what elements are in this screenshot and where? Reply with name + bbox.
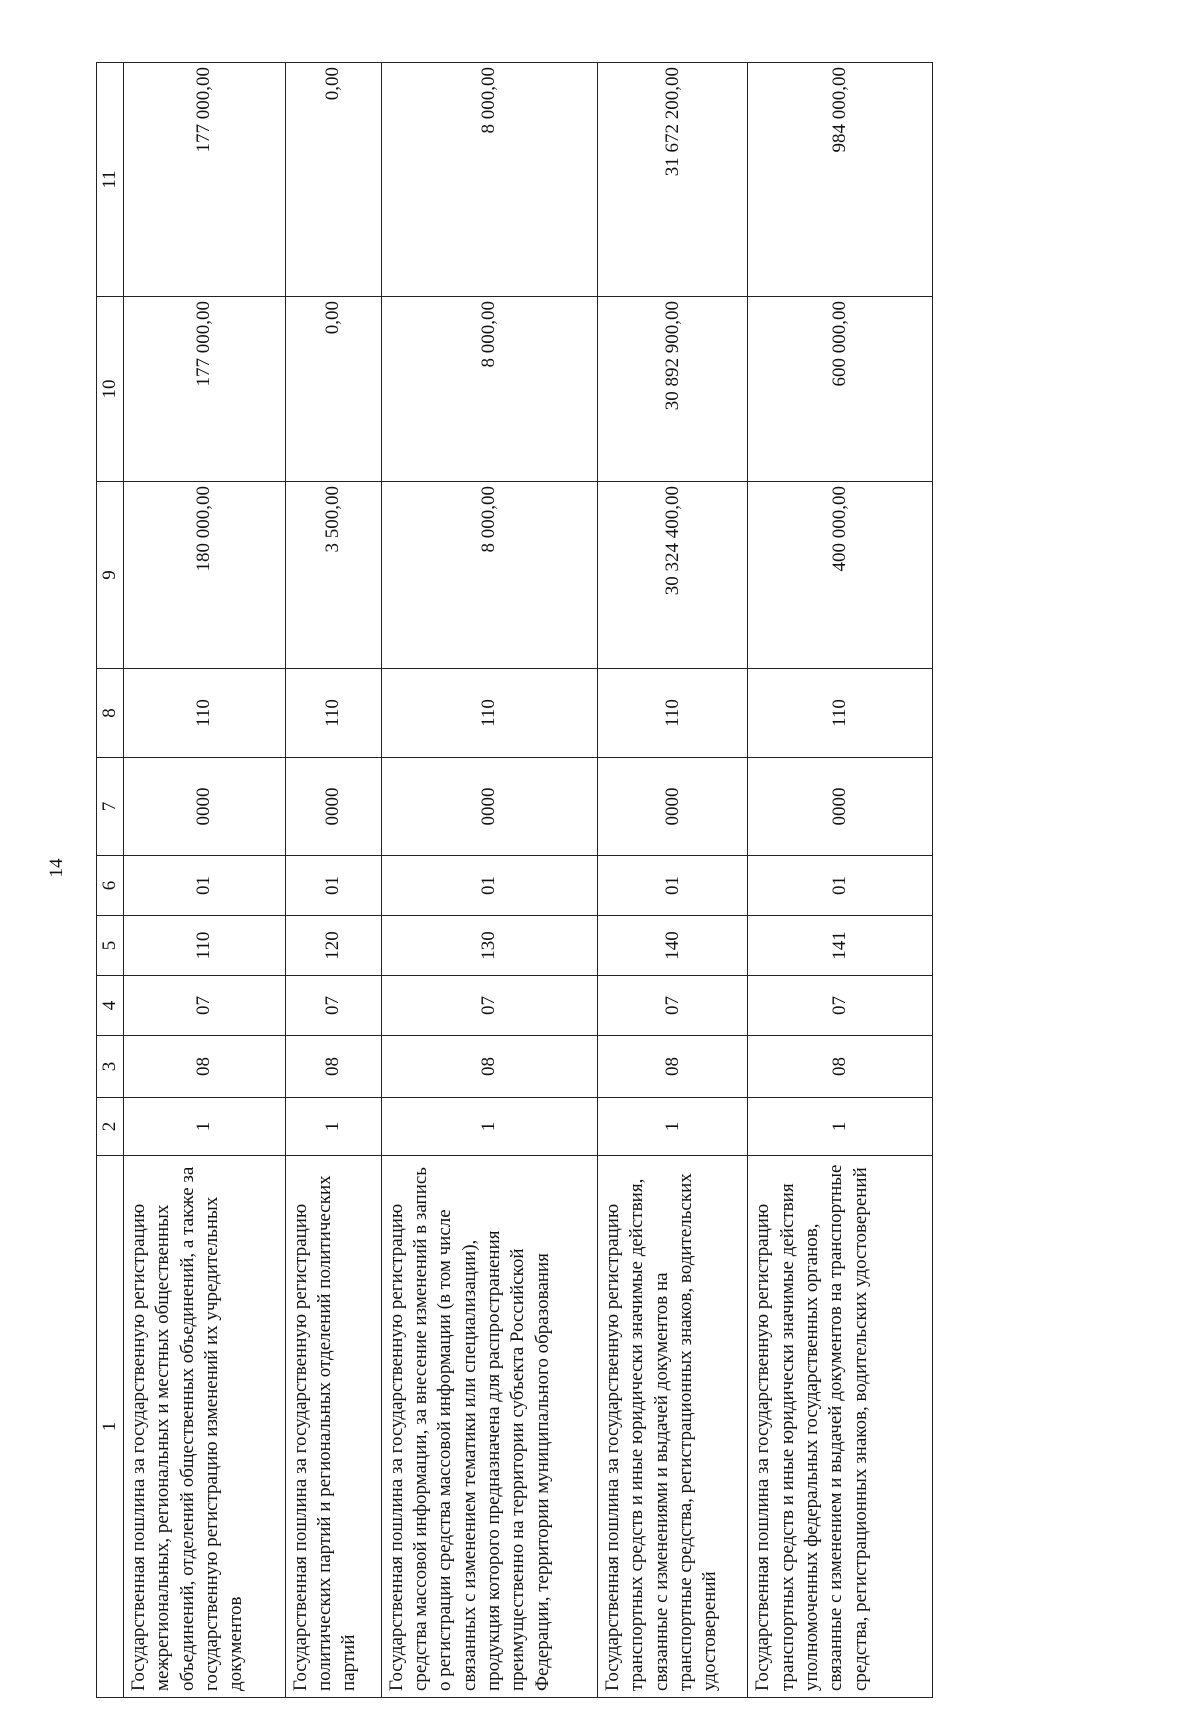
code-cell: 01 — [598, 856, 748, 916]
table-row — [381, 63, 597, 1698]
code-cell: 08 — [381, 1036, 597, 1098]
header-cell: 1 — [97, 1156, 124, 1698]
fees-table — [96, 62, 933, 1698]
amount-cell: 177 000,00 — [124, 63, 286, 297]
code-cell: 1 — [598, 1098, 748, 1156]
code-cell: 110 — [285, 669, 381, 758]
code-cell: 01 — [381, 856, 597, 916]
page-number: 14 — [46, 858, 67, 878]
code-cell: 140 — [598, 916, 748, 976]
amount-cell: 600 000,00 — [748, 297, 933, 482]
amount-cell: 400 000,00 — [748, 482, 933, 669]
amount-cell: 0,00 — [285, 63, 381, 297]
code-cell: 1 — [381, 1098, 597, 1156]
fee-description: Государственная пошлина за государственную регистрацию транспортных средств и иные юридически значимые действия, связанные с изменениями и выдачей документов на транспортные средства, регистрационных знаков, водительских удостоверений — [598, 1156, 748, 1698]
code-cell: 08 — [285, 1036, 381, 1098]
amount-cell: 3 500,00 — [285, 482, 381, 669]
amount-cell: 30 892 900,00 — [598, 297, 748, 482]
fee-description: Государственная пошлина за государственную регистрацию межрегиональных, региональных и местных общественных объединений, отделений общественных объединений, а также за государственную регистрацию изменений их учредительных документов — [124, 1156, 286, 1698]
header-cell: 8 — [97, 669, 124, 758]
header-cell: 4 — [97, 976, 124, 1036]
code-cell: 110 — [124, 916, 286, 976]
table-row — [598, 63, 748, 1698]
header-cell: 7 — [97, 758, 124, 856]
header-cell: 2 — [97, 1098, 124, 1156]
header-row — [97, 63, 124, 1698]
code-cell: 0000 — [285, 758, 381, 856]
table-row — [285, 63, 381, 1698]
rotated-table-container — [96, 63, 933, 1698]
header-cell: 3 — [97, 1036, 124, 1098]
code-cell: 07 — [748, 976, 933, 1036]
code-cell: 110 — [124, 669, 286, 758]
amount-cell: 8 000,00 — [381, 63, 597, 297]
code-cell: 01 — [748, 856, 933, 916]
header-cell: 5 — [97, 916, 124, 976]
code-cell: 0000 — [748, 758, 933, 856]
header-cell: 11 — [97, 63, 124, 297]
code-cell: 0000 — [124, 758, 286, 856]
table-row — [748, 63, 933, 1698]
amount-cell: 177 000,00 — [124, 297, 286, 482]
code-cell: 110 — [748, 669, 933, 758]
code-cell: 08 — [598, 1036, 748, 1098]
code-cell: 110 — [598, 669, 748, 758]
code-cell: 141 — [748, 916, 933, 976]
code-cell: 01 — [124, 856, 286, 916]
amount-cell: 0,00 — [285, 297, 381, 482]
code-cell: 130 — [381, 916, 597, 976]
header-cell: 9 — [97, 482, 124, 669]
header-cell: 10 — [97, 297, 124, 482]
amount-cell: 984 000,00 — [748, 63, 933, 297]
fee-description: Государственная пошлина за государственную регистрацию средства массовой информации, за внесение изменений в запись о регистрации средства массовой информации (в том числе связанных с изменением тематики или специализации), продукция которого предназначена для распространения преимущественно на территории субъекта Российской Федерации, территории муниципального образования — [381, 1156, 597, 1698]
code-cell: 0000 — [598, 758, 748, 856]
code-cell: 110 — [381, 669, 597, 758]
code-cell: 07 — [381, 976, 597, 1036]
fee-description: Государственная пошлина за государственную регистрацию транспортных средств и иные юридически значимые действия уполномоченных федеральных государственных органов, связанные с изменением и выдачей документов на транспортные средства, регистрационных знаков, водительских удостоверений — [748, 1156, 933, 1698]
amount-cell: 8 000,00 — [381, 297, 597, 482]
code-cell: 1 — [124, 1098, 286, 1156]
code-cell: 07 — [124, 976, 286, 1036]
code-cell: 01 — [285, 856, 381, 916]
code-cell: 07 — [598, 976, 748, 1036]
header-cell: 6 — [97, 856, 124, 916]
amount-cell: 8 000,00 — [381, 482, 597, 669]
amount-cell: 180 000,00 — [124, 482, 286, 669]
code-cell: 120 — [285, 916, 381, 976]
fee-description: Государственная пошлина за государственную регистрацию политических партий и региональных отделений политических партий — [285, 1156, 381, 1698]
code-cell: 1 — [285, 1098, 381, 1156]
amount-cell: 31 672 200,00 — [598, 63, 748, 297]
code-cell: 07 — [285, 976, 381, 1036]
code-cell: 1 — [748, 1098, 933, 1156]
table-row — [124, 63, 286, 1698]
code-cell: 0000 — [381, 758, 597, 856]
code-cell: 08 — [124, 1036, 286, 1098]
amount-cell: 30 324 400,00 — [598, 482, 748, 669]
code-cell: 08 — [748, 1036, 933, 1098]
